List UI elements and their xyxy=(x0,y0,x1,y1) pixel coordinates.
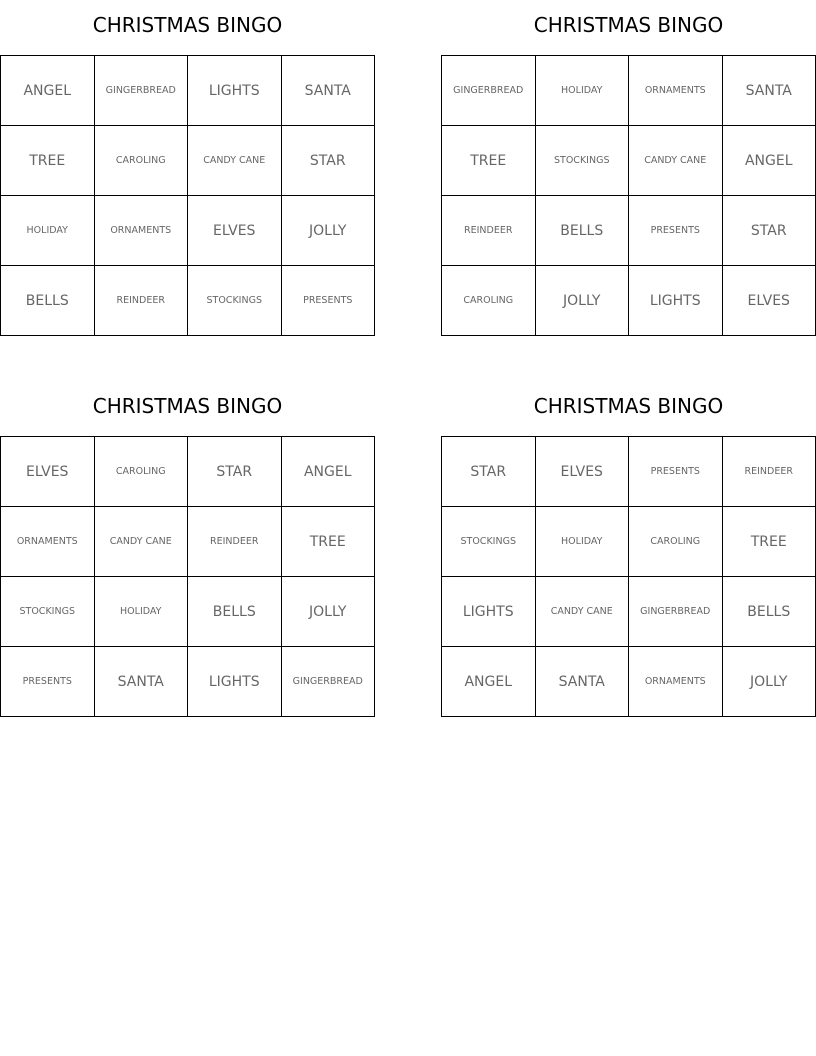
bingo-row xyxy=(442,437,816,507)
bingo-cell: ORNAMENTS xyxy=(629,56,723,126)
bingo-cell: BELLS xyxy=(722,577,816,647)
bingo-card xyxy=(0,394,375,717)
bingo-cell: REINDEER xyxy=(442,196,536,266)
bingo-grid xyxy=(0,55,375,336)
bingo-cell: ANGEL xyxy=(722,126,816,196)
bingo-grid xyxy=(441,55,816,336)
bingo-card xyxy=(441,13,816,336)
bingo-cell: STAR xyxy=(188,437,282,507)
bingo-cell: REINDEER xyxy=(188,507,282,577)
bingo-row xyxy=(442,126,816,196)
bingo-cell: PRESENTS xyxy=(629,437,723,507)
bingo-cell: STOCKINGS xyxy=(188,266,282,336)
bingo-grid xyxy=(441,436,816,717)
bingo-cell: CANDY CANE xyxy=(188,126,282,196)
bingo-card xyxy=(441,394,816,717)
bingo-row xyxy=(1,437,375,507)
bingo-cell: BELLS xyxy=(1,266,95,336)
bingo-cell: PRESENTS xyxy=(1,647,95,717)
bingo-row xyxy=(442,647,816,717)
bingo-cell: SANTA xyxy=(722,56,816,126)
bingo-row xyxy=(1,266,375,336)
bingo-cell: ANGEL xyxy=(1,56,95,126)
bingo-cell: PRESENTS xyxy=(281,266,375,336)
bingo-cell: HOLIDAY xyxy=(535,507,629,577)
bingo-row xyxy=(442,56,816,126)
bingo-cell: CANDY CANE xyxy=(535,577,629,647)
bingo-cell: ELVES xyxy=(188,196,282,266)
bingo-cell: JOLLY xyxy=(722,647,816,717)
bingo-cell: ANGEL xyxy=(281,437,375,507)
card-title: CHRISTMAS BINGO xyxy=(92,394,283,418)
bingo-row xyxy=(1,647,375,717)
bingo-row xyxy=(1,56,375,126)
bingo-cell: REINDEER xyxy=(94,266,188,336)
bingo-cell: CAROLING xyxy=(442,266,536,336)
bingo-cell: HOLIDAY xyxy=(94,577,188,647)
bingo-card xyxy=(0,13,375,336)
card-title: CHRISTMAS BINGO xyxy=(533,13,724,37)
bingo-cell: ELVES xyxy=(535,437,629,507)
bingo-cell: TREE xyxy=(281,507,375,577)
bingo-cell: SANTA xyxy=(94,647,188,717)
bingo-cell: CAROLING xyxy=(94,437,188,507)
bingo-row xyxy=(1,577,375,647)
bingo-cell: ORNAMENTS xyxy=(629,647,723,717)
card-title: CHRISTMAS BINGO xyxy=(92,13,283,37)
bingo-cell: BELLS xyxy=(188,577,282,647)
bingo-cell: TREE xyxy=(722,507,816,577)
bingo-row xyxy=(442,196,816,266)
bingo-grid xyxy=(0,436,375,717)
bingo-cell: CANDY CANE xyxy=(629,126,723,196)
bingo-cell: SANTA xyxy=(535,647,629,717)
bingo-cell: SANTA xyxy=(281,56,375,126)
bingo-cell: ELVES xyxy=(1,437,95,507)
bingo-cell: STOCKINGS xyxy=(1,577,95,647)
bingo-cell: GINGERBREAD xyxy=(629,577,723,647)
bingo-cell: ELVES xyxy=(722,266,816,336)
bingo-cell: CANDY CANE xyxy=(94,507,188,577)
bingo-cell: REINDEER xyxy=(722,437,816,507)
bingo-cell: STAR xyxy=(281,126,375,196)
bingo-cell: LIGHTS xyxy=(442,577,536,647)
bingo-cell: HOLIDAY xyxy=(535,56,629,126)
bingo-row xyxy=(1,196,375,266)
bingo-cell: HOLIDAY xyxy=(1,196,95,266)
bingo-cell: LIGHTS xyxy=(188,647,282,717)
bingo-cell: LIGHTS xyxy=(629,266,723,336)
bingo-cell: JOLLY xyxy=(281,196,375,266)
bingo-cell: ANGEL xyxy=(442,647,536,717)
bingo-cell: ORNAMENTS xyxy=(1,507,95,577)
bingo-cell: TREE xyxy=(1,126,95,196)
bingo-cell: STAR xyxy=(442,437,536,507)
bingo-cell: GINGERBREAD xyxy=(281,647,375,717)
bingo-cell: CAROLING xyxy=(94,126,188,196)
bingo-cell: LIGHTS xyxy=(188,56,282,126)
bingo-cell: CAROLING xyxy=(629,507,723,577)
bingo-cell: STOCKINGS xyxy=(535,126,629,196)
bingo-cell: GINGERBREAD xyxy=(442,56,536,126)
bingo-row xyxy=(1,507,375,577)
bingo-cell: TREE xyxy=(442,126,536,196)
card-title: CHRISTMAS BINGO xyxy=(533,394,724,418)
bingo-cell: BELLS xyxy=(535,196,629,266)
bingo-cell: JOLLY xyxy=(281,577,375,647)
bingo-cell: JOLLY xyxy=(535,266,629,336)
bingo-cell: GINGERBREAD xyxy=(94,56,188,126)
bingo-cell: STAR xyxy=(722,196,816,266)
bingo-row xyxy=(442,266,816,336)
bingo-row xyxy=(1,126,375,196)
bingo-row xyxy=(442,577,816,647)
bingo-row xyxy=(442,507,816,577)
bingo-cell: STOCKINGS xyxy=(442,507,536,577)
bingo-cell: PRESENTS xyxy=(629,196,723,266)
bingo-cell: ORNAMENTS xyxy=(94,196,188,266)
